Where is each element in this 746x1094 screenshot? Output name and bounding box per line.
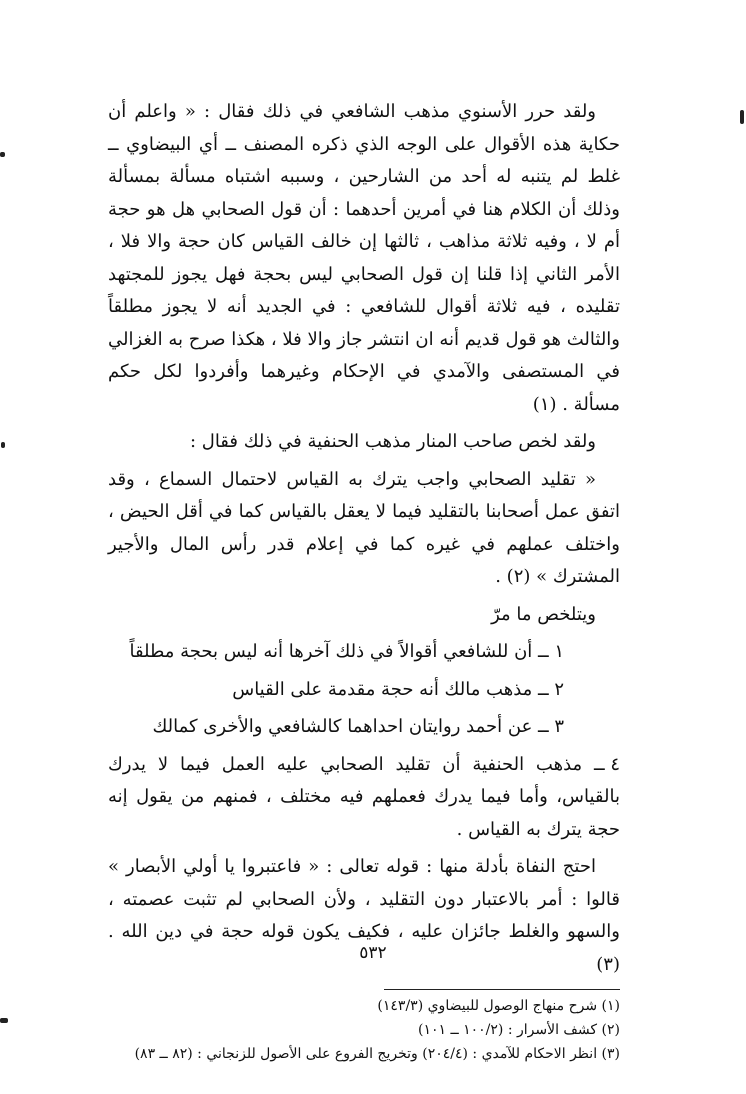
scan-edge-mark bbox=[0, 1018, 8, 1023]
footnote-divider bbox=[384, 989, 620, 990]
list-text: مذهب مالك أنه حجة مقدمة على القياس bbox=[232, 678, 533, 700]
list-item-2 bbox=[108, 674, 620, 707]
scan-edge-mark bbox=[740, 110, 744, 124]
scan-edge-mark bbox=[0, 152, 5, 157]
paragraph-manar-quote: « تقليد الصحابي واجب يترك به القياس لاحتمال السماع ، وقد اتفق عمل أصحابنا بالتقليد فيما لا يعقل بالقياس كما في أقل الحيض ، واختلف عملهم في غيره كما في إعلام قدر رأس المال والأجير المشترك » (٢) . bbox=[108, 468, 620, 587]
list-item-3 bbox=[108, 711, 620, 744]
list-item-4 bbox=[108, 749, 620, 847]
list-number: ٢ ــ bbox=[538, 678, 564, 700]
paragraph-nufat-argument: احتج النفاة بأدلة منها : قوله تعالى : « فاعتبروا يا أولي الأبصار » قالوا : أمر بالاعتبار دون التقليد ، ولأن الصحابي لم تثبت عصمته ، والسهو والغلط جائزان عليه ، فكيف يكون قوله حجة في دين الله . (٣) bbox=[108, 856, 620, 975]
page-body bbox=[108, 96, 620, 1066]
list-text: مذهب الحنفية أن تقليد الصحابي عليه العمل فيما لا يدرك بالقياس، وأما فيما يدرك فعملهم فيه مختلف ، فمنهم من يقول إنه حجة يترك به القياس . bbox=[108, 753, 620, 840]
list-item-1 bbox=[108, 636, 620, 669]
list-text: أن للشافعي أقوالاً في ذلك آخرها أنه ليس بحجة مطلقاً bbox=[129, 641, 533, 662]
list-number: ١ ــ bbox=[538, 641, 564, 662]
list-text: عن أحمد روايتان احداهما كالشافعي والأخرى كمالك bbox=[152, 716, 533, 737]
list-number: ٣ ــ bbox=[538, 716, 564, 737]
footnotes bbox=[108, 994, 620, 1066]
footnote-3: (٣) انظر الاحكام للآمدي : (٢٠٤/٤) وتخريج الفروع على الأصول للزنجاني : (٨٢ ــ ٨٣) bbox=[134, 1046, 620, 1062]
list-number: ٤ ــ bbox=[594, 753, 620, 775]
paragraph-manar-intro: ولقد لخص صاحب المنار مذهب الحنفية في ذلك فقال : bbox=[189, 431, 596, 452]
footnote-1: (١) شرح منهاج الوصول للبيضاوي (١٤٣/٣) bbox=[377, 998, 620, 1014]
page-number: ٥٣٢ bbox=[359, 943, 387, 963]
footnote-2: (٢) كشف الأسرار : (١٠٠/٢ ــ ١٠١) bbox=[417, 1022, 620, 1038]
paragraph-summary-intro: ويتلخص ما مرّ bbox=[491, 603, 596, 625]
scan-edge-mark bbox=[1, 442, 5, 448]
paragraph-asnawi: ولقد حرر الأسنوي مذهب الشافعي في ذلك فقال : « واعلم أن حكاية هذه الأقوال على الوجه الذي ذكره المصنف ــ أي البيضاوي ــ غلط لم يتنبه له أحد من الشارحين ، وسببه اشتباه مسألة بمسألة وذلك أن الكلام هنا في أمرين أحدهما : أن قول الصحابي هل هو حجة أم لا ، وفيه ثلاثة مذاهب ، ثالثها إن خالف القياس كان حجة والا فلا ، الأمر الثاني إذا قلنا إن قول الصحابي ليس بحجة فهل يجوز للمجتهد تقليده ، فيه ثلاثة أقوال للشافعي : في الجديد أنه لا يجوز مطلقاً والثالث هو قول قديم أنه ان انتشر جاز والا فلا ، هكذا صرح به الغزالي في المستصفى والآمدي في الإحكام وغيرهما وأفردوا لكل حكم مسألة . (١) bbox=[108, 101, 620, 415]
